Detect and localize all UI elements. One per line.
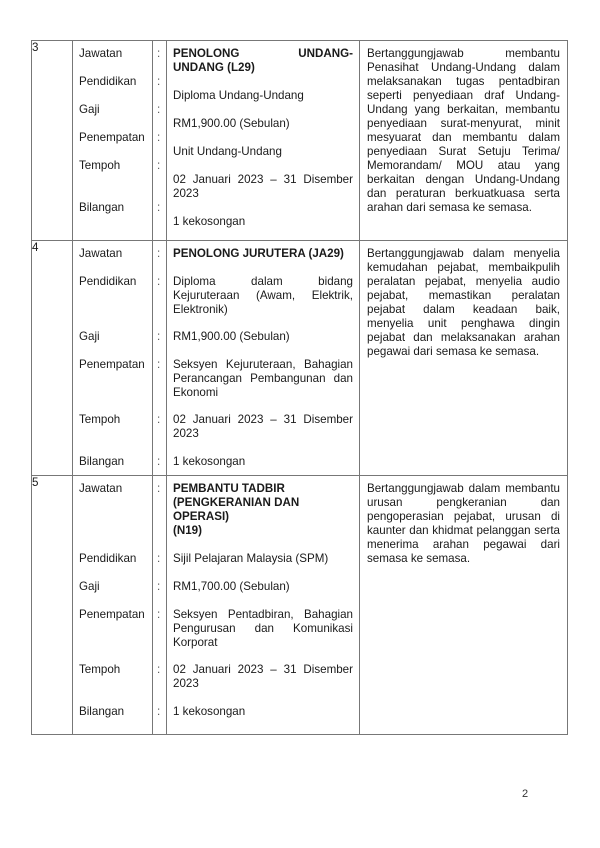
pendidikan-value: Diploma dalam bidang Kejuruteraan (Awam, Elektrik, Elektronik) xyxy=(173,275,353,316)
colon: : xyxy=(157,247,161,260)
jawatan-line: PEMBANTU TADBIR xyxy=(173,482,285,495)
jawatan-line: (PENGKERANIAN DAN xyxy=(173,496,300,509)
row-number: 5 xyxy=(32,476,73,735)
penempatan-value: Unit Undang-Undang xyxy=(173,145,282,158)
colon: : xyxy=(157,103,161,116)
label-tempoh: Tempoh xyxy=(79,413,121,426)
tempoh-value: 02 Januari 2023 – 31 Disember 2023 xyxy=(173,663,353,690)
bilangan-value: 1 kekosongan xyxy=(173,455,246,468)
jawatan-line: OPERASI) xyxy=(173,510,230,523)
label-jawatan: Jawatan xyxy=(79,47,123,60)
label-pendidikan: Pendidikan xyxy=(79,552,137,565)
tugas-text: Bertanggungjawab dalam menyelia kemudahan pejabat, membaikpulih peralatan pejabat, menyelia audio pejabat, memastikan peralatan pejabat dalam keadaan baik, menyelia unit penghawa dingin pejabat dan melaksanakan arahan pegawai dari semasa ke semasa. xyxy=(367,247,560,358)
field-labels xyxy=(73,241,153,476)
colon: : xyxy=(157,580,161,593)
label-gaji: Gaji xyxy=(79,103,100,116)
table-row xyxy=(32,41,568,241)
label-jawatan: Jawatan xyxy=(79,247,123,260)
label-penempatan: Penempatan xyxy=(79,131,145,144)
colon-column xyxy=(153,241,167,476)
jawatan-line: UNDANG (L29) xyxy=(173,61,255,74)
label-bilangan: Bilangan xyxy=(79,201,125,214)
label-pendidikan: Pendidikan xyxy=(79,75,137,88)
gaji-value: RM1,900.00 (Sebulan) xyxy=(173,117,290,130)
colon-column xyxy=(153,41,167,241)
colon: : xyxy=(157,330,161,343)
label-bilangan: Bilangan xyxy=(79,705,125,718)
colon: : xyxy=(157,275,161,288)
label-pendidikan: Pendidikan xyxy=(79,275,137,288)
label-gaji: Gaji xyxy=(79,580,100,593)
label-tempoh: Tempoh xyxy=(79,663,121,676)
job-vacancy-table xyxy=(31,40,568,735)
colon: : xyxy=(157,663,161,676)
field-labels xyxy=(73,476,153,735)
colon: : xyxy=(157,201,161,214)
jawatan-value xyxy=(167,482,359,552)
label-penempatan: Penempatan xyxy=(79,608,145,621)
colon: : xyxy=(157,482,161,495)
label-jawatan: Jawatan xyxy=(79,482,123,495)
table-row xyxy=(32,476,568,735)
colon: : xyxy=(157,455,161,468)
field-labels xyxy=(73,41,153,241)
label-tempoh: Tempoh xyxy=(79,159,121,172)
field-values xyxy=(167,476,360,735)
bilangan-value: 1 kekosongan xyxy=(173,705,246,718)
colon: : xyxy=(157,552,161,565)
table-row xyxy=(32,241,568,476)
job-description xyxy=(360,476,568,735)
tugas-text: Bertanggungjawab membantu Penasihat Undang-Undang dalam melaksanakan tugas pentadbiran seperti penyediaan draf Undang-Undang yang berkaitan, membantu penyediaan surat-menyurat, minit mesyuarat dan membantu dalam penyediaan Surat Setuju Terima/ Memorandam/ MOU atau yang berkaitan dengan Undang-Undang dan peraturan berkuatkuasa serta arahan dari semasa ke semasa. xyxy=(367,47,560,214)
colon: : xyxy=(157,608,161,621)
row-number: 4 xyxy=(32,241,73,476)
penempatan-value: Seksyen Kejuruteraan, Bahagian Perancangan Pembangunan dan Ekonomi xyxy=(173,358,353,399)
colon: : xyxy=(157,131,161,144)
field-values xyxy=(167,241,360,476)
job-description xyxy=(360,241,568,476)
pendidikan-value: Sijil Pelajaran Malaysia (SPM) xyxy=(173,552,329,565)
label-bilangan: Bilangan xyxy=(79,455,125,468)
gaji-value: RM1,900.00 (Sebulan) xyxy=(173,330,290,343)
colon: : xyxy=(157,413,161,426)
field-values xyxy=(167,41,360,241)
colon: : xyxy=(157,159,161,172)
job-description xyxy=(360,41,568,241)
bilangan-value: 1 kekosongan xyxy=(173,215,246,228)
tugas-text: Bertanggungjawab dalam membantu urusan pengkeranian dan pengoperasian pejabat, urusan di kaunter dan khidmat pelanggan serta menerima arahan pegawai dari semasa ke semasa. xyxy=(367,482,560,565)
jawatan-value: PENOLONG JURUTERA (JA29) xyxy=(173,247,344,260)
pendidikan-value: Diploma Undang-Undang xyxy=(173,89,304,102)
jawatan-line: (N19) xyxy=(173,524,202,537)
jawatan-line: PENOLONG UNDANG- xyxy=(173,47,353,60)
tempoh-value: 02 Januari 2023 – 31 Disember 2023 xyxy=(173,413,353,440)
row-number: 3 xyxy=(32,41,73,241)
colon: : xyxy=(157,705,161,718)
jawatan-value xyxy=(167,47,359,89)
label-gaji: Gaji xyxy=(79,330,100,343)
colon: : xyxy=(157,75,161,88)
colon: : xyxy=(157,358,161,371)
penempatan-value: Seksyen Pentadbiran, Bahagian Pengurusan dan Komunikasi Korporat xyxy=(173,608,353,649)
colon-column xyxy=(153,476,167,735)
colon: : xyxy=(157,47,161,60)
gaji-value: RM1,700.00 (Sebulan) xyxy=(173,580,290,593)
page-number: 2 xyxy=(522,788,529,800)
label-penempatan: Penempatan xyxy=(79,358,145,371)
tempoh-value: 02 Januari 2023 – 31 Disember 2023 xyxy=(173,173,353,200)
